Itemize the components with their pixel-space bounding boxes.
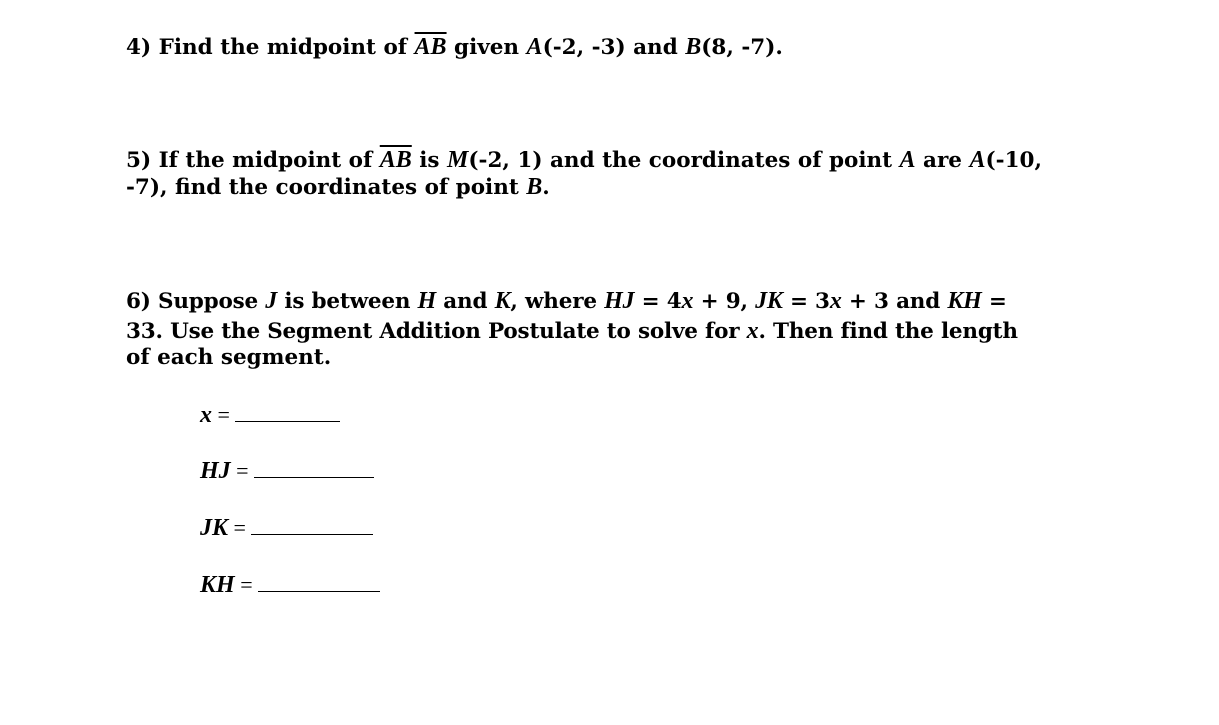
answer-hj: HJ = — [200, 458, 374, 485]
problem-4-prefix: 4) Find the midpoint of — [126, 35, 415, 60]
point-b: B — [526, 174, 543, 200]
answer-label: KH — [200, 572, 235, 598]
answer-blank[interactable] — [235, 420, 340, 422]
problem-6-prefix: 6) Suppose — [126, 289, 266, 314]
point-m: M — [447, 147, 469, 173]
problem-5-line-2: -7), find the coordinates of point B. — [126, 174, 550, 200]
answer-label: HJ — [200, 458, 231, 484]
problem-5-prefix: 5) If the midpoint of — [126, 148, 380, 173]
problem-6-line-2: 33. Use the Segment Addition Postulate to solve for x. Then find the length — [126, 318, 1018, 344]
point-b: B — [685, 34, 702, 60]
problem-6-line-1: 6) Suppose J is between H and K, where HJ = 4x + 9, JK = 3x + 3 and KH = — [126, 288, 1007, 314]
answer-blank[interactable] — [258, 590, 380, 592]
answer-blank[interactable] — [251, 533, 373, 535]
answer-blank[interactable] — [254, 476, 374, 478]
answer-kh: KH = — [200, 572, 380, 599]
answer-label: JK — [200, 515, 229, 541]
point-a: A — [526, 34, 543, 60]
problem-6-line-3: of each segment. — [126, 345, 332, 370]
point-a: A — [899, 147, 916, 173]
problem-5-line-1: 5) If the midpoint of $\overline{AB}$ is M(-2, 1) and the coordinates of point A are A(-10, — [126, 147, 1043, 173]
point-a: A — [969, 147, 986, 173]
segment-ab: $\overline{AB}$ — [379, 147, 412, 173]
answer-label: x — [200, 402, 212, 428]
problem-4: 4) Find the midpoint of $\overline{AB}$ given A(-2, -3) and B(8, -7). — [126, 34, 783, 60]
answer-jk: JK = — [200, 515, 373, 542]
answer-x: x = — [200, 402, 340, 429]
segment-ab: $\overline{AB}$ — [414, 34, 447, 60]
